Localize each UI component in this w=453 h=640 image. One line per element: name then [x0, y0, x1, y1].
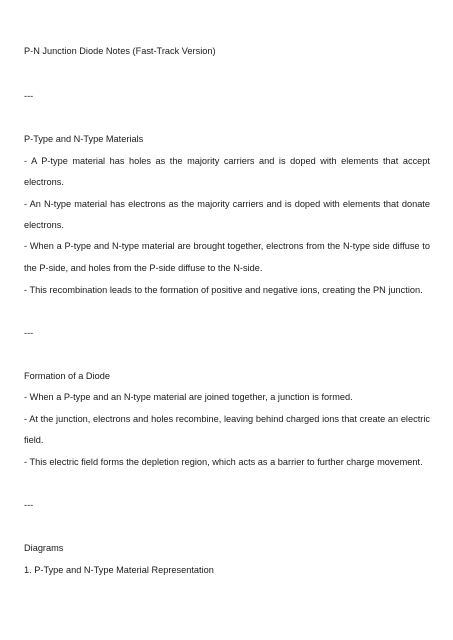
text-line: the P-side, and holes from the P-side diffuse to the N-side. — [24, 263, 263, 273]
text-line: - When a P-type and an N-type material are joined together, a junction is formed. — [24, 392, 353, 402]
text-line: electrons. — [24, 220, 64, 230]
text-line: - At the junction, electrons and holes recombine, leaving behind charged ions that create an electric — [24, 414, 430, 424]
section-heading-diagrams: Diagrams — [24, 543, 64, 553]
section-heading-diode: Formation of a Diode — [24, 371, 110, 381]
text-line: - This recombination leads to the formation of positive and negative ions, creating the PN junction. — [24, 285, 423, 295]
section-heading-materials: P-Type and N-Type Materials — [24, 134, 144, 144]
text-line: - When a P-type and N-type material are brought together, electrons from the N-type side diffuse to — [24, 241, 430, 251]
text-line: - This electric field forms the depletion region, which acts as a barrier to further charge movement. — [24, 457, 423, 467]
text-line: - A P-type material has holes as the majority carriers and is doped with elements that accept — [24, 156, 430, 166]
document-title: P-N Junction Diode Notes (Fast-Track Version) — [24, 46, 216, 56]
separator: --- — [24, 328, 34, 338]
text-line: - An N-type material has electrons as the majority carriers and is doped with elements that donate — [24, 199, 430, 209]
text-line: field. — [24, 435, 44, 445]
text-line: electrons. — [24, 177, 64, 187]
separator: --- — [24, 500, 34, 510]
text-line: 1. P-Type and N-Type Material Representation — [24, 565, 214, 575]
separator: --- — [24, 91, 34, 101]
